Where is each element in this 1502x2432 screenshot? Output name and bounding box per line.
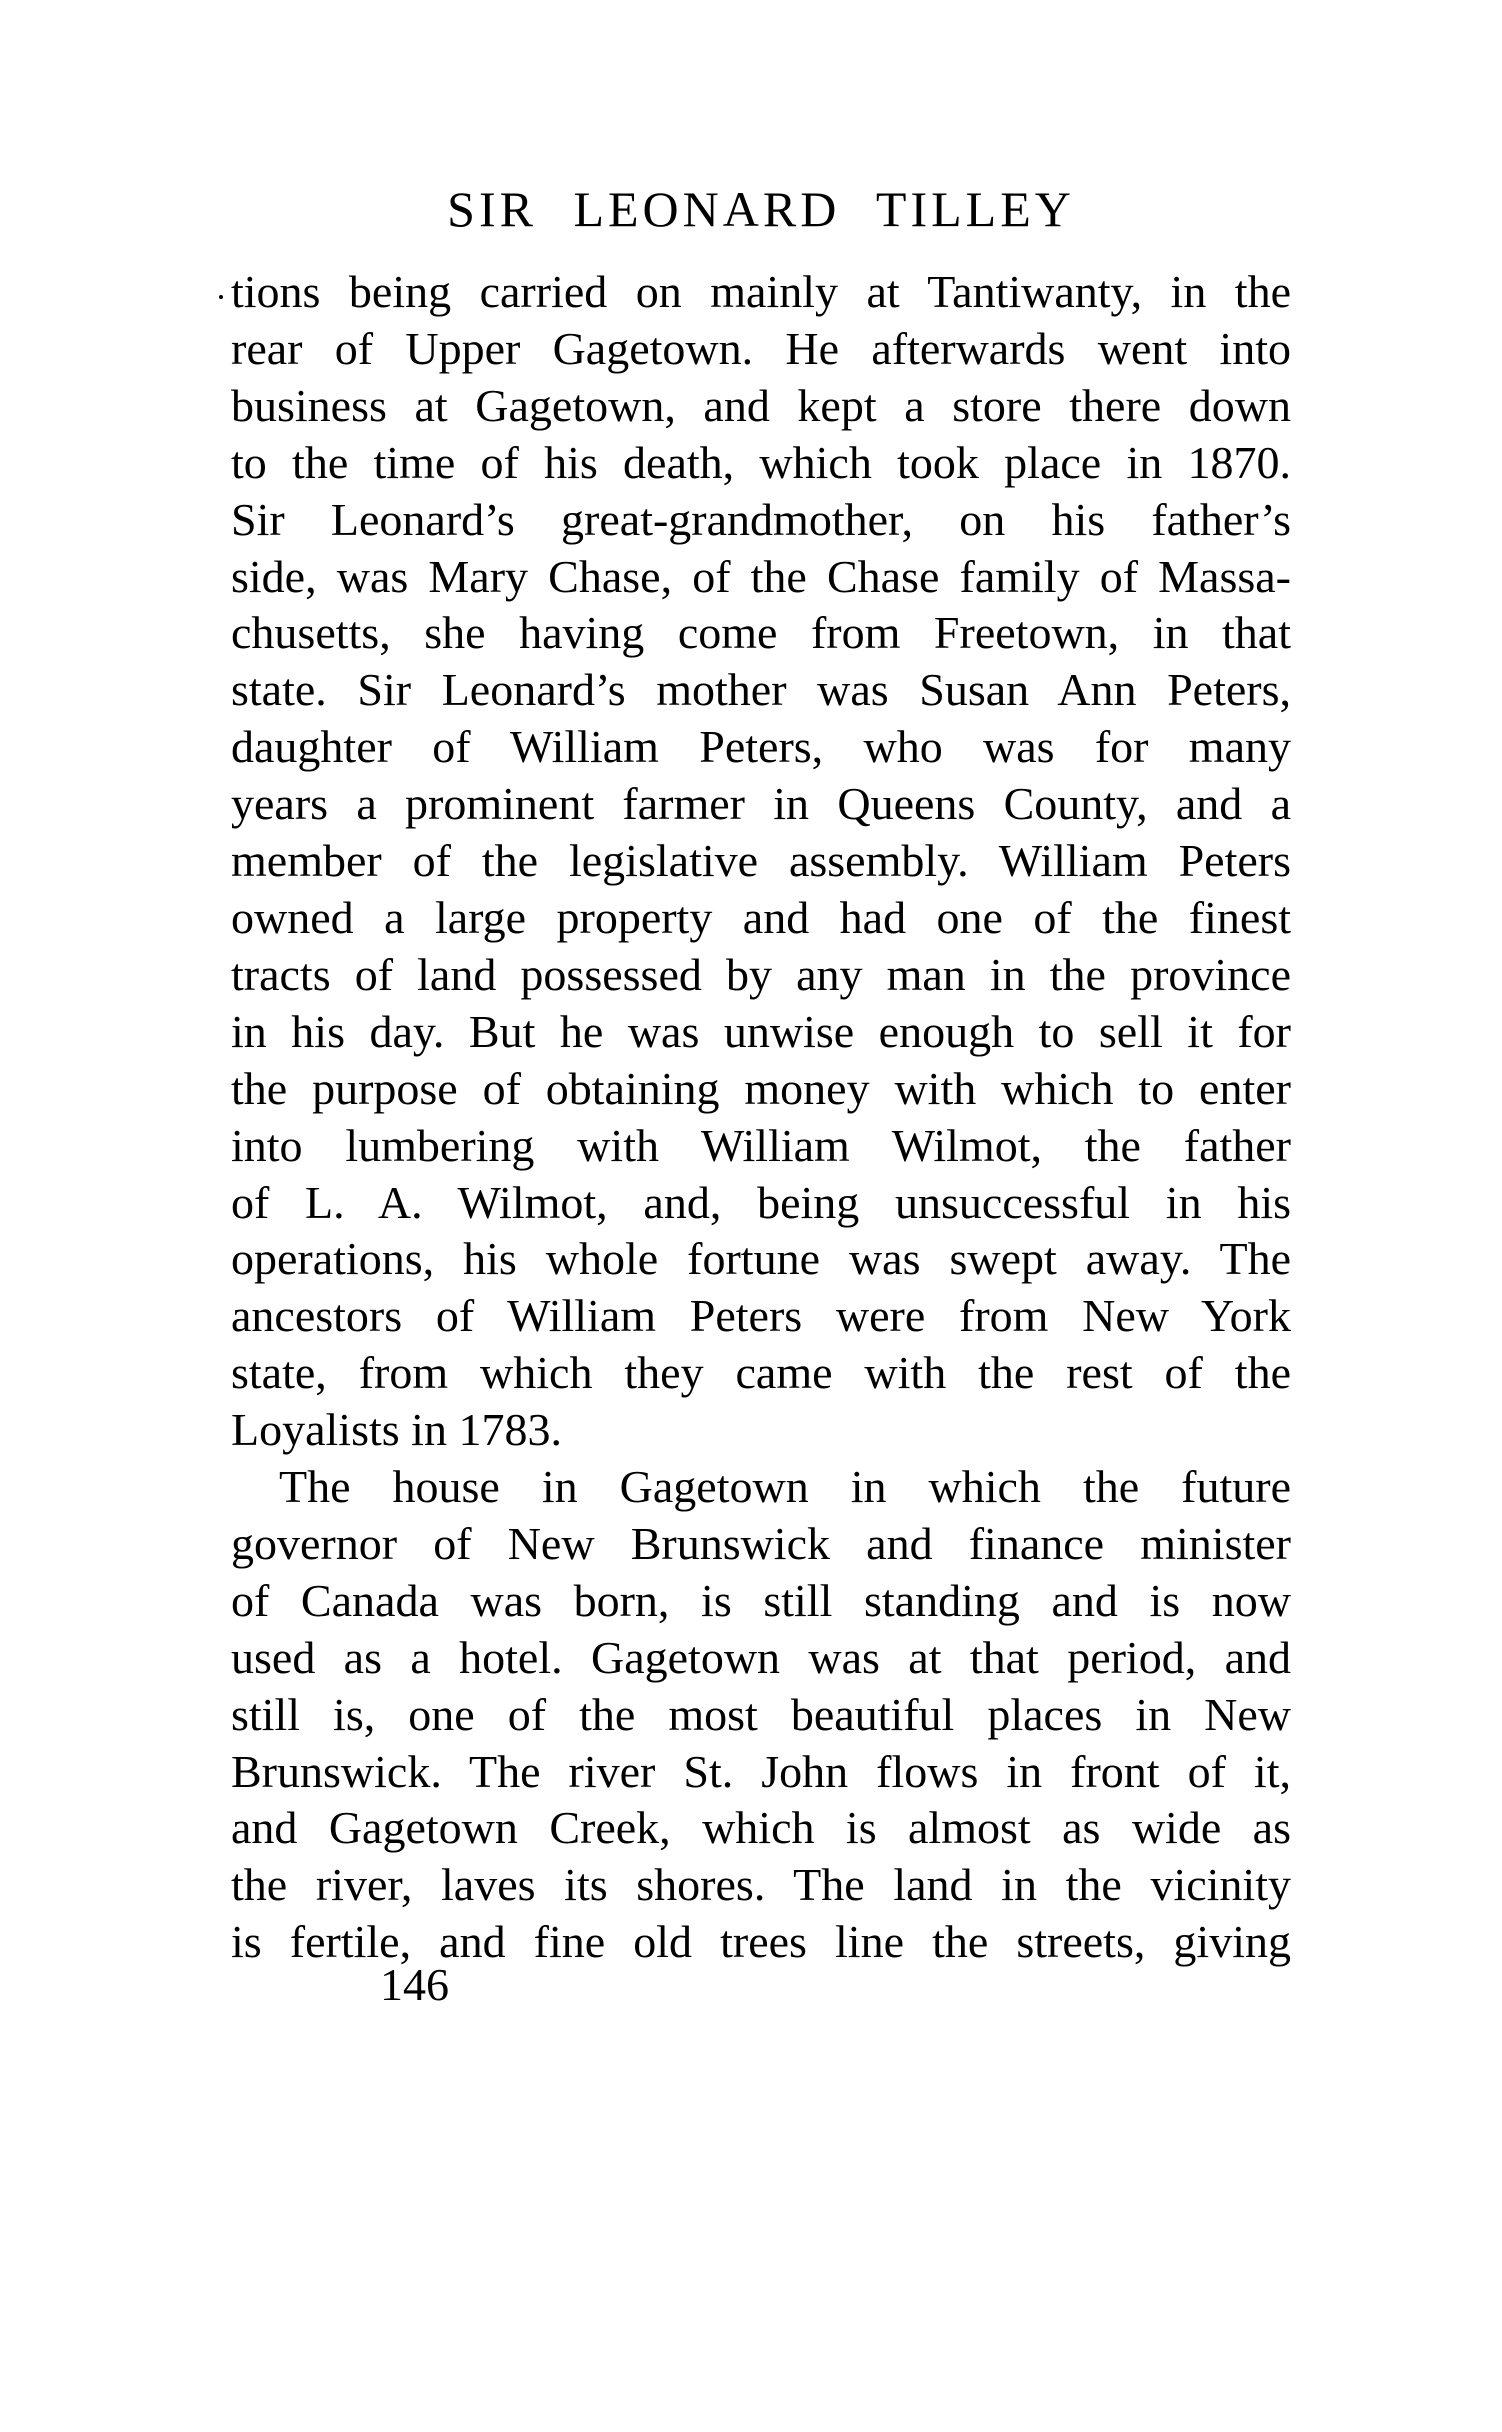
text-line: daughter of William Peters, who was for many — [231, 721, 1291, 773]
text-line: business at Gagetown, and kept a store there down — [231, 379, 1291, 431]
text-line: tions being carried on mainly at Tantiwanty, in the — [231, 266, 1291, 317]
text-line: of L. A. Wilmot, and, being unsuccessful in his — [231, 1176, 1291, 1228]
text-line: in his day. But he was unwise enough to sell it for — [231, 1005, 1291, 1057]
text-line: governor of New Brunswick and finance minister — [231, 1517, 1291, 1569]
text-line: chusetts, she having come from Freetown, in that — [231, 607, 1291, 659]
text-line: Brunswick. The river St. John flows in front of it, — [231, 1745, 1291, 1797]
text-line: operations, his whole fortune was swept away. The — [231, 1233, 1291, 1285]
text-line: The house in Gagetown in which the future — [279, 1461, 1291, 1513]
text-line: rear of Upper Gagetown. He afterwards went into — [231, 322, 1291, 374]
text-line: the purpose of obtaining money with which to enter — [231, 1062, 1291, 1114]
text-line: side, was Mary Chase, of the Chase family of Massa- — [231, 550, 1291, 602]
text-line: years a prominent farmer in Queens County, and a — [231, 778, 1291, 830]
page-number: 146 — [380, 1959, 449, 2010]
body-text — [231, 264, 1291, 1971]
text-line: still is, one of the most beautiful places in New — [231, 1688, 1291, 1740]
text-line: to the time of his death, which took place in 1870. — [231, 436, 1291, 488]
text-line: into lumbering with William Wilmot, the father — [231, 1119, 1291, 1171]
text-line: Loyalists in 1783. — [231, 1404, 562, 1456]
text-line: used as a hotel. Gagetown was at that period, and — [231, 1631, 1291, 1683]
text-line: state. Sir Leonard’s mother was Susan Ann Peters, — [231, 664, 1291, 716]
text-line: owned a large property and had one of the finest — [231, 891, 1291, 943]
text-line: the river, laves its shores. The land in the vicinity — [231, 1859, 1291, 1911]
text-line: of Canada was born, is still standing and is now — [231, 1574, 1291, 1626]
running-head: SIR LEONARD TILLEY — [447, 181, 1075, 237]
text-line: and Gagetown Creek, which is almost as wide as — [231, 1802, 1291, 1854]
text-line: ancestors of William Peters were from New York — [231, 1290, 1291, 1342]
text-line: is fertile, and fine old trees line the streets, giving — [231, 1916, 1291, 1968]
text-line: member of the legislative assembly. William Peters — [231, 835, 1291, 887]
text-line: tracts of land possessed by any man in the province — [231, 948, 1291, 1000]
scan-speck — [219, 295, 223, 299]
text-line: state, from which they came with the rest of the — [231, 1347, 1291, 1399]
text-line: Sir Leonard’s great-grandmother, on his father’s — [231, 493, 1291, 545]
